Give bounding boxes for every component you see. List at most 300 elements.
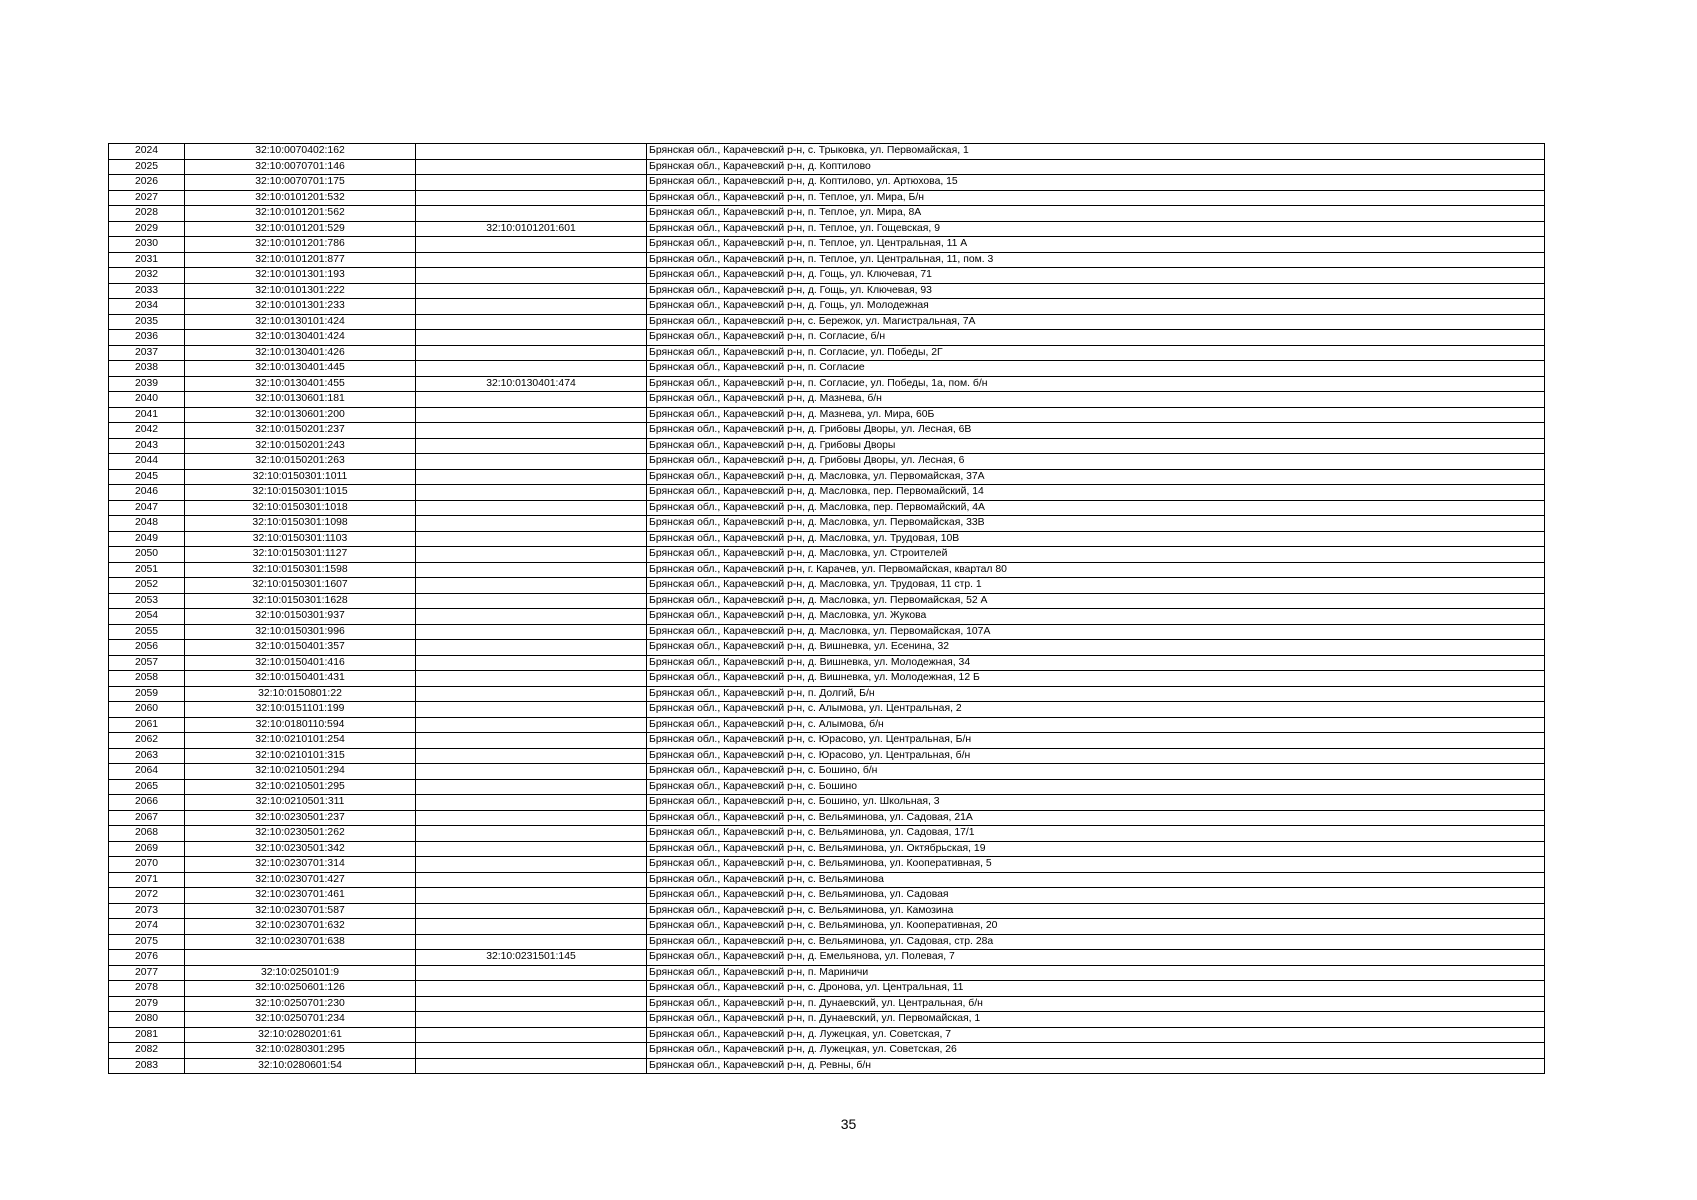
address-cell: Брянская обл., Карачевский р-н, с. Бережок, ул. Магистральная, 7А [647, 314, 1545, 330]
secondary-cadastral-number-cell [416, 779, 647, 795]
address-cell: Брянская обл., Карачевский р-н, с. Бошино [647, 779, 1545, 795]
table-row [109, 469, 1545, 485]
address-cell: Брянская обл., Карачевский р-н, п. Согласие, б/н [647, 330, 1545, 346]
address-cell: Брянская обл., Карачевский р-н, д. Масловка, ул. Жукова [647, 609, 1545, 625]
secondary-cadastral-number-cell [416, 640, 647, 656]
row-number-cell: 2075 [109, 934, 185, 950]
row-number-cell: 2071 [109, 872, 185, 888]
address-cell: Брянская обл., Карачевский р-н, п. Дунаевский, ул. Центральная, б/н [647, 996, 1545, 1012]
cadastral-number-cell: 32:10:0150301:1628 [185, 593, 416, 609]
table-row [109, 438, 1545, 454]
row-number-cell: 2025 [109, 159, 185, 175]
cadastral-number-cell: 32:10:0130401:445 [185, 361, 416, 377]
secondary-cadastral-number-cell [416, 965, 647, 981]
secondary-cadastral-number-cell [416, 857, 647, 873]
secondary-cadastral-number-cell [416, 764, 647, 780]
secondary-cadastral-number-cell [416, 531, 647, 547]
row-number-cell: 2070 [109, 857, 185, 873]
secondary-cadastral-number-cell: 32:10:0130401:474 [416, 376, 647, 392]
page-number: 35 [840, 1116, 857, 1132]
address-cell: Брянская обл., Карачевский р-н, с. Вельяминова, ул. Садовая, 21А [647, 810, 1545, 826]
secondary-cadastral-number-cell [416, 671, 647, 687]
cadastral-number-cell: 32:10:0230501:237 [185, 810, 416, 826]
address-cell: Брянская обл., Карачевский р-н, с. Бошино, б/н [647, 764, 1545, 780]
cadastral-number-cell: 32:10:0150301:996 [185, 624, 416, 640]
table-row [109, 206, 1545, 222]
table-row [109, 252, 1545, 268]
row-number-cell: 2029 [109, 221, 185, 237]
address-cell: Брянская обл., Карачевский р-н, с. Дронова, ул. Центральная, 11 [647, 981, 1545, 997]
secondary-cadastral-number-cell [416, 981, 647, 997]
row-number-cell: 2056 [109, 640, 185, 656]
secondary-cadastral-number-cell [416, 1012, 647, 1028]
address-cell: Брянская обл., Карачевский р-н, д. Грибовы Дворы [647, 438, 1545, 454]
secondary-cadastral-number-cell [416, 826, 647, 842]
cadastral-number-cell: 32:10:0130601:200 [185, 407, 416, 423]
table-row [109, 826, 1545, 842]
cadastral-number-cell: 32:10:0210101:254 [185, 733, 416, 749]
address-cell: Брянская обл., Карачевский р-н, п. Теплое, ул. Центральная, 11, пом. 3 [647, 252, 1545, 268]
row-number-cell: 2082 [109, 1043, 185, 1059]
table-row [109, 175, 1545, 191]
row-number-cell: 2040 [109, 392, 185, 408]
table-row [109, 609, 1545, 625]
row-number-cell: 2063 [109, 748, 185, 764]
secondary-cadastral-number-cell [416, 283, 647, 299]
address-cell: Брянская обл., Карачевский р-н, с. Юрасово, ул. Центральная, Б/н [647, 733, 1545, 749]
table-row [109, 764, 1545, 780]
secondary-cadastral-number-cell [416, 903, 647, 919]
row-number-cell: 2069 [109, 841, 185, 857]
row-number-cell: 2034 [109, 299, 185, 315]
table-row [109, 376, 1545, 392]
address-cell: Брянская обл., Карачевский р-н, п. Согласие [647, 361, 1545, 377]
cadastral-number-cell: 32:10:0150301:937 [185, 609, 416, 625]
address-cell: Брянская обл., Карачевский р-н, д. Лужецкая, ул. Советская, 26 [647, 1043, 1545, 1059]
table-row [109, 686, 1545, 702]
cadastral-number-cell: 32:10:0150301:1103 [185, 531, 416, 547]
address-cell: Брянская обл., Карачевский р-н, д. Масловка, ул. Трудовая, 10В [647, 531, 1545, 547]
cadastral-number-cell: 32:10:0230501:262 [185, 826, 416, 842]
address-cell: Брянская обл., Карачевский р-н, д. Вишневка, ул. Молодежная, 12 Б [647, 671, 1545, 687]
secondary-cadastral-number-cell [416, 624, 647, 640]
secondary-cadastral-number-cell [416, 516, 647, 532]
row-number-cell: 2027 [109, 190, 185, 206]
table-row [109, 593, 1545, 609]
table-row [109, 779, 1545, 795]
secondary-cadastral-number-cell [416, 485, 647, 501]
cadastral-number-cell: 32:10:0070701:175 [185, 175, 416, 191]
cadastral-number-cell: 32:10:0070402:162 [185, 144, 416, 160]
secondary-cadastral-number-cell [416, 190, 647, 206]
row-number-cell: 2049 [109, 531, 185, 547]
table-row [109, 531, 1545, 547]
address-cell: Брянская обл., Карачевский р-н, с. Вельяминова, ул. Садовая, стр. 28а [647, 934, 1545, 950]
row-number-cell: 2028 [109, 206, 185, 222]
table-row [109, 1058, 1545, 1074]
secondary-cadastral-number-cell [416, 655, 647, 671]
secondary-cadastral-number-cell [416, 237, 647, 253]
row-number-cell: 2083 [109, 1058, 185, 1074]
table-row [109, 159, 1545, 175]
table-row [109, 361, 1545, 377]
address-cell: Брянская обл., Карачевский р-н, д. Емельянова, ул. Полевая, 7 [647, 950, 1545, 966]
address-cell: Брянская обл., Карачевский р-н, г. Карачев, ул. Первомайская, квартал 80 [647, 562, 1545, 578]
table-row [109, 407, 1545, 423]
cadastral-number-cell: 32:10:0230701:461 [185, 888, 416, 904]
cadastral-number-cell: 32:10:0150301:1127 [185, 547, 416, 563]
row-number-cell: 2060 [109, 702, 185, 718]
cadastral-number-cell: 32:10:0101201:562 [185, 206, 416, 222]
row-number-cell: 2033 [109, 283, 185, 299]
row-number-cell: 2066 [109, 795, 185, 811]
cadastral-number-cell: 32:10:0230701:632 [185, 919, 416, 935]
address-cell: Брянская обл., Карачевский р-н, д. Вишневка, ул. Молодежная, 34 [647, 655, 1545, 671]
row-number-cell: 2065 [109, 779, 185, 795]
cadastral-number-cell: 32:10:0101301:193 [185, 268, 416, 284]
address-cell: Брянская обл., Карачевский р-н, д. Масловка, ул. Строителей [647, 547, 1545, 563]
table-row [109, 345, 1545, 361]
row-number-cell: 2031 [109, 252, 185, 268]
table-row [109, 190, 1545, 206]
cadastral-number-cell: 32:10:0210501:295 [185, 779, 416, 795]
table-row [109, 423, 1545, 439]
secondary-cadastral-number-cell [416, 423, 647, 439]
address-cell: Брянская обл., Карачевский р-н, с. Бошино, ул. Школьная, 3 [647, 795, 1545, 811]
row-number-cell: 2080 [109, 1012, 185, 1028]
row-number-cell: 2074 [109, 919, 185, 935]
cadastral-number-cell: 32:10:0250701:230 [185, 996, 416, 1012]
secondary-cadastral-number-cell [416, 702, 647, 718]
secondary-cadastral-number-cell [416, 361, 647, 377]
cadastral-number-cell: 32:10:0180110:594 [185, 717, 416, 733]
table-row [109, 624, 1545, 640]
cadastral-number-cell: 32:10:0280201:61 [185, 1027, 416, 1043]
address-cell: Брянская обл., Карачевский р-н, д. Коптилово, ул. Артюхова, 15 [647, 175, 1545, 191]
row-number-cell: 2026 [109, 175, 185, 191]
secondary-cadastral-number-cell [416, 562, 647, 578]
address-cell: Брянская обл., Карачевский р-н, д. Масловка, пер. Первомайский, 4А [647, 500, 1545, 516]
registry-table [108, 143, 1545, 1074]
secondary-cadastral-number-cell [416, 392, 647, 408]
cadastral-number-cell: 32:10:0230701:638 [185, 934, 416, 950]
secondary-cadastral-number-cell [416, 717, 647, 733]
row-number-cell: 2036 [109, 330, 185, 346]
table-row [109, 919, 1545, 935]
row-number-cell: 2024 [109, 144, 185, 160]
cadastral-number-cell: 32:10:0210501:294 [185, 764, 416, 780]
table-row [109, 144, 1545, 160]
address-cell: Брянская обл., Карачевский р-н, с. Вельяминова, ул. Октябрьская, 19 [647, 841, 1545, 857]
cadastral-number-cell: 32:10:0230701:314 [185, 857, 416, 873]
secondary-cadastral-number-cell [416, 469, 647, 485]
cadastral-number-cell: 32:10:0101301:233 [185, 299, 416, 315]
row-number-cell: 2079 [109, 996, 185, 1012]
cadastral-number-cell: 32:10:0101201:786 [185, 237, 416, 253]
cadastral-number-cell: 32:10:0250101:9 [185, 965, 416, 981]
secondary-cadastral-number-cell [416, 330, 647, 346]
secondary-cadastral-number-cell [416, 686, 647, 702]
cadastral-number-cell: 32:10:0101201:532 [185, 190, 416, 206]
table-row [109, 500, 1545, 516]
row-number-cell: 2051 [109, 562, 185, 578]
cadastral-number-cell: 32:10:0151101:199 [185, 702, 416, 718]
table-row [109, 640, 1545, 656]
address-cell: Брянская обл., Карачевский р-н, д. Лужецкая, ул. Советская, 7 [647, 1027, 1545, 1043]
row-number-cell: 2042 [109, 423, 185, 439]
table-row [109, 516, 1545, 532]
cadastral-number-cell: 32:10:0150801:22 [185, 686, 416, 702]
address-cell: Брянская обл., Карачевский р-н, с. Юрасово, ул. Центральная, б/н [647, 748, 1545, 764]
table-row [109, 857, 1545, 873]
row-number-cell: 2038 [109, 361, 185, 377]
cadastral-number-cell: 32:10:0130101:424 [185, 314, 416, 330]
row-number-cell: 2061 [109, 717, 185, 733]
row-number-cell: 2055 [109, 624, 185, 640]
cadastral-number-cell: 32:10:0101201:877 [185, 252, 416, 268]
cadastral-number-cell: 32:10:0150301:1015 [185, 485, 416, 501]
address-cell: Брянская обл., Карачевский р-н, д. Масловка, ул. Первомайская, 107А [647, 624, 1545, 640]
secondary-cadastral-number-cell [416, 733, 647, 749]
table-row [109, 981, 1545, 997]
row-number-cell: 2053 [109, 593, 185, 609]
secondary-cadastral-number-cell [416, 175, 647, 191]
row-number-cell: 2037 [109, 345, 185, 361]
secondary-cadastral-number-cell: 32:10:0231501:145 [416, 950, 647, 966]
address-cell: Брянская обл., Карачевский р-н, д. Масловка, ул. Первомайская, 52 А [647, 593, 1545, 609]
table-row [109, 268, 1545, 284]
secondary-cadastral-number-cell [416, 795, 647, 811]
address-cell: Брянская обл., Карачевский р-н, д. Ревны, б/н [647, 1058, 1545, 1074]
address-cell: Брянская обл., Карачевский р-н, п. Дунаевский, ул. Первомайская, 1 [647, 1012, 1545, 1028]
secondary-cadastral-number-cell [416, 438, 647, 454]
table-row [109, 485, 1545, 501]
cadastral-number-cell: 32:10:0280301:295 [185, 1043, 416, 1059]
address-cell: Брянская обл., Карачевский р-н, п. Теплое, ул. Мира, Б/н [647, 190, 1545, 206]
table-row [109, 283, 1545, 299]
cadastral-number-cell: 32:10:0070701:146 [185, 159, 416, 175]
table-row [109, 237, 1545, 253]
registry-body [109, 144, 1545, 1074]
row-number-cell: 2044 [109, 454, 185, 470]
table-row [109, 330, 1545, 346]
secondary-cadastral-number-cell [416, 407, 647, 423]
address-cell: Брянская обл., Карачевский р-н, д. Грибовы Дворы, ул. Лесная, 6В [647, 423, 1545, 439]
row-number-cell: 2081 [109, 1027, 185, 1043]
address-cell: Брянская обл., Карачевский р-н, с. Вельяминова, ул. Садовая, 17/1 [647, 826, 1545, 842]
cadastral-number-cell: 32:10:0150301:1598 [185, 562, 416, 578]
secondary-cadastral-number-cell [416, 314, 647, 330]
address-cell: Брянская обл., Карачевский р-н, п. Согласие, ул. Победы, 1а, пом. б/н [647, 376, 1545, 392]
secondary-cadastral-number-cell [416, 609, 647, 625]
cadastral-number-cell: 32:10:0101301:222 [185, 283, 416, 299]
table-row [109, 841, 1545, 857]
row-number-cell: 2054 [109, 609, 185, 625]
row-number-cell: 2062 [109, 733, 185, 749]
table-row [109, 221, 1545, 237]
address-cell: Брянская обл., Карачевский р-н, д. Мазнева, ул. Мира, 60Б [647, 407, 1545, 423]
secondary-cadastral-number-cell [416, 934, 647, 950]
secondary-cadastral-number-cell [416, 872, 647, 888]
cadastral-number-cell: 32:10:0210501:311 [185, 795, 416, 811]
table-row [109, 965, 1545, 981]
secondary-cadastral-number-cell [416, 547, 647, 563]
table-row [109, 578, 1545, 594]
secondary-cadastral-number-cell [416, 996, 647, 1012]
secondary-cadastral-number-cell [416, 345, 647, 361]
address-cell: Брянская обл., Карачевский р-н, п. Мариничи [647, 965, 1545, 981]
table-row [109, 314, 1545, 330]
row-number-cell: 2052 [109, 578, 185, 594]
table-row [109, 903, 1545, 919]
address-cell: Брянская обл., Карачевский р-н, д. Гощь, ул. Молодежная [647, 299, 1545, 315]
cadastral-number-cell: 32:10:0130401:455 [185, 376, 416, 392]
address-cell: Брянская обл., Карачевский р-н, д. Коптилово [647, 159, 1545, 175]
secondary-cadastral-number-cell [416, 159, 647, 175]
cadastral-number-cell: 32:10:0230701:587 [185, 903, 416, 919]
row-number-cell: 2078 [109, 981, 185, 997]
table-row [109, 299, 1545, 315]
address-cell: Брянская обл., Карачевский р-н, д. Мазнева, б/н [647, 392, 1545, 408]
table-row [109, 562, 1545, 578]
row-number-cell: 2041 [109, 407, 185, 423]
address-cell: Брянская обл., Карачевский р-н, п. Теплое, ул. Центральная, 11 А [647, 237, 1545, 253]
address-cell: Брянская обл., Карачевский р-н, с. Вельяминова, ул. Кооперативная, 5 [647, 857, 1545, 873]
cadastral-number-cell: 32:10:0150301:1018 [185, 500, 416, 516]
table-row [109, 872, 1545, 888]
address-cell: Брянская обл., Карачевский р-н, д. Грибовы Дворы, ул. Лесная, 6 [647, 454, 1545, 470]
row-number-cell: 2076 [109, 950, 185, 966]
row-number-cell: 2045 [109, 469, 185, 485]
cadastral-number-cell: 32:10:0150301:1011 [185, 469, 416, 485]
address-cell: Брянская обл., Карачевский р-н, с. Алымова, ул. Центральная, 2 [647, 702, 1545, 718]
cadastral-number-cell: 32:10:0130401:424 [185, 330, 416, 346]
cadastral-number-cell: 32:10:0230701:427 [185, 872, 416, 888]
address-cell: Брянская обл., Карачевский р-н, с. Алымова, б/н [647, 717, 1545, 733]
cadastral-number-cell: 32:10:0150401:416 [185, 655, 416, 671]
secondary-cadastral-number-cell [416, 206, 647, 222]
cadastral-number-cell [185, 950, 416, 966]
cadastral-number-cell: 32:10:0230501:342 [185, 841, 416, 857]
cadastral-number-cell: 32:10:0101201:529 [185, 221, 416, 237]
row-number-cell: 2048 [109, 516, 185, 532]
cadastral-number-cell: 32:10:0150401:431 [185, 671, 416, 687]
secondary-cadastral-number-cell [416, 810, 647, 826]
table-row [109, 888, 1545, 904]
table-row [109, 392, 1545, 408]
table-row [109, 1012, 1545, 1028]
cadastral-number-cell: 32:10:0210101:315 [185, 748, 416, 764]
secondary-cadastral-number-cell [416, 268, 647, 284]
row-number-cell: 2046 [109, 485, 185, 501]
row-number-cell: 2068 [109, 826, 185, 842]
address-cell: Брянская обл., Карачевский р-н, д. Масловка, ул. Трудовая, 11 стр. 1 [647, 578, 1545, 594]
secondary-cadastral-number-cell [416, 500, 647, 516]
row-number-cell: 2072 [109, 888, 185, 904]
cadastral-number-cell: 32:10:0150201:243 [185, 438, 416, 454]
secondary-cadastral-number-cell [416, 748, 647, 764]
address-cell: Брянская обл., Карачевский р-н, с. Вельяминова, ул. Камозина [647, 903, 1545, 919]
address-cell: Брянская обл., Карачевский р-н, д. Вишневка, ул. Есенина, 32 [647, 640, 1545, 656]
secondary-cadastral-number-cell [416, 1027, 647, 1043]
table-row [109, 454, 1545, 470]
row-number-cell: 2043 [109, 438, 185, 454]
table-row [109, 934, 1545, 950]
table-row [109, 748, 1545, 764]
table-row [109, 810, 1545, 826]
address-cell: Брянская обл., Карачевский р-н, д. Гощь, ул. Ключевая, 71 [647, 268, 1545, 284]
secondary-cadastral-number-cell [416, 888, 647, 904]
cadastral-number-cell: 32:10:0130601:181 [185, 392, 416, 408]
row-number-cell: 2030 [109, 237, 185, 253]
secondary-cadastral-number-cell [416, 454, 647, 470]
secondary-cadastral-number-cell: 32:10:0101201:601 [416, 221, 647, 237]
table-row [109, 547, 1545, 563]
row-number-cell: 2059 [109, 686, 185, 702]
cadastral-number-cell: 32:10:0280601:54 [185, 1058, 416, 1074]
table-row [109, 702, 1545, 718]
table-row [109, 655, 1545, 671]
address-cell: Брянская обл., Карачевский р-н, д. Масловка, ул. Первомайская, 37А [647, 469, 1545, 485]
secondary-cadastral-number-cell [416, 252, 647, 268]
address-cell: Брянская обл., Карачевский р-н, п. Теплое, ул. Мира, 8А [647, 206, 1545, 222]
address-cell: Брянская обл., Карачевский р-н, д. Масловка, ул. Первомайская, 33В [647, 516, 1545, 532]
secondary-cadastral-number-cell [416, 299, 647, 315]
secondary-cadastral-number-cell [416, 578, 647, 594]
secondary-cadastral-number-cell [416, 1058, 647, 1074]
cadastral-number-cell: 32:10:0150401:357 [185, 640, 416, 656]
table-row [109, 996, 1545, 1012]
table-row [109, 717, 1545, 733]
table-row [109, 950, 1545, 966]
row-number-cell: 2067 [109, 810, 185, 826]
cadastral-number-cell: 32:10:0150201:263 [185, 454, 416, 470]
address-cell: Брянская обл., Карачевский р-н, п. Теплое, ул. Гощевская, 9 [647, 221, 1545, 237]
address-cell: Брянская обл., Карачевский р-н, д. Гощь, ул. Ключевая, 93 [647, 283, 1545, 299]
table-row [109, 1043, 1545, 1059]
table-row [109, 733, 1545, 749]
address-cell: Брянская обл., Карачевский р-н, с. Вельяминова, ул. Кооперативная, 20 [647, 919, 1545, 935]
table-row [109, 671, 1545, 687]
row-number-cell: 2035 [109, 314, 185, 330]
row-number-cell: 2058 [109, 671, 185, 687]
row-number-cell: 2047 [109, 500, 185, 516]
row-number-cell: 2064 [109, 764, 185, 780]
row-number-cell: 2032 [109, 268, 185, 284]
row-number-cell: 2050 [109, 547, 185, 563]
cadastral-number-cell: 32:10:0250701:234 [185, 1012, 416, 1028]
address-cell: Брянская обл., Карачевский р-н, с. Вельяминова [647, 872, 1545, 888]
secondary-cadastral-number-cell [416, 1043, 647, 1059]
secondary-cadastral-number-cell [416, 919, 647, 935]
secondary-cadastral-number-cell [416, 144, 647, 160]
table-row [109, 795, 1545, 811]
secondary-cadastral-number-cell [416, 841, 647, 857]
secondary-cadastral-number-cell [416, 593, 647, 609]
cadastral-number-cell: 32:10:0250601:126 [185, 981, 416, 997]
row-number-cell: 2039 [109, 376, 185, 392]
address-cell: Брянская обл., Карачевский р-н, п. Долгий, Б/н [647, 686, 1545, 702]
cadastral-number-cell: 32:10:0150301:1098 [185, 516, 416, 532]
row-number-cell: 2077 [109, 965, 185, 981]
address-cell: Брянская обл., Карачевский р-н, с. Вельяминова, ул. Садовая [647, 888, 1545, 904]
address-cell: Брянская обл., Карачевский р-н, п. Согласие, ул. Победы, 2Г [647, 345, 1545, 361]
cadastral-number-cell: 32:10:0130401:426 [185, 345, 416, 361]
address-cell: Брянская обл., Карачевский р-н, д. Масловка, пер. Первомайский, 14 [647, 485, 1545, 501]
row-number-cell: 2057 [109, 655, 185, 671]
table-row [109, 1027, 1545, 1043]
address-cell: Брянская обл., Карачевский р-н, с. Трыковка, ул. Первомайская, 1 [647, 144, 1545, 160]
